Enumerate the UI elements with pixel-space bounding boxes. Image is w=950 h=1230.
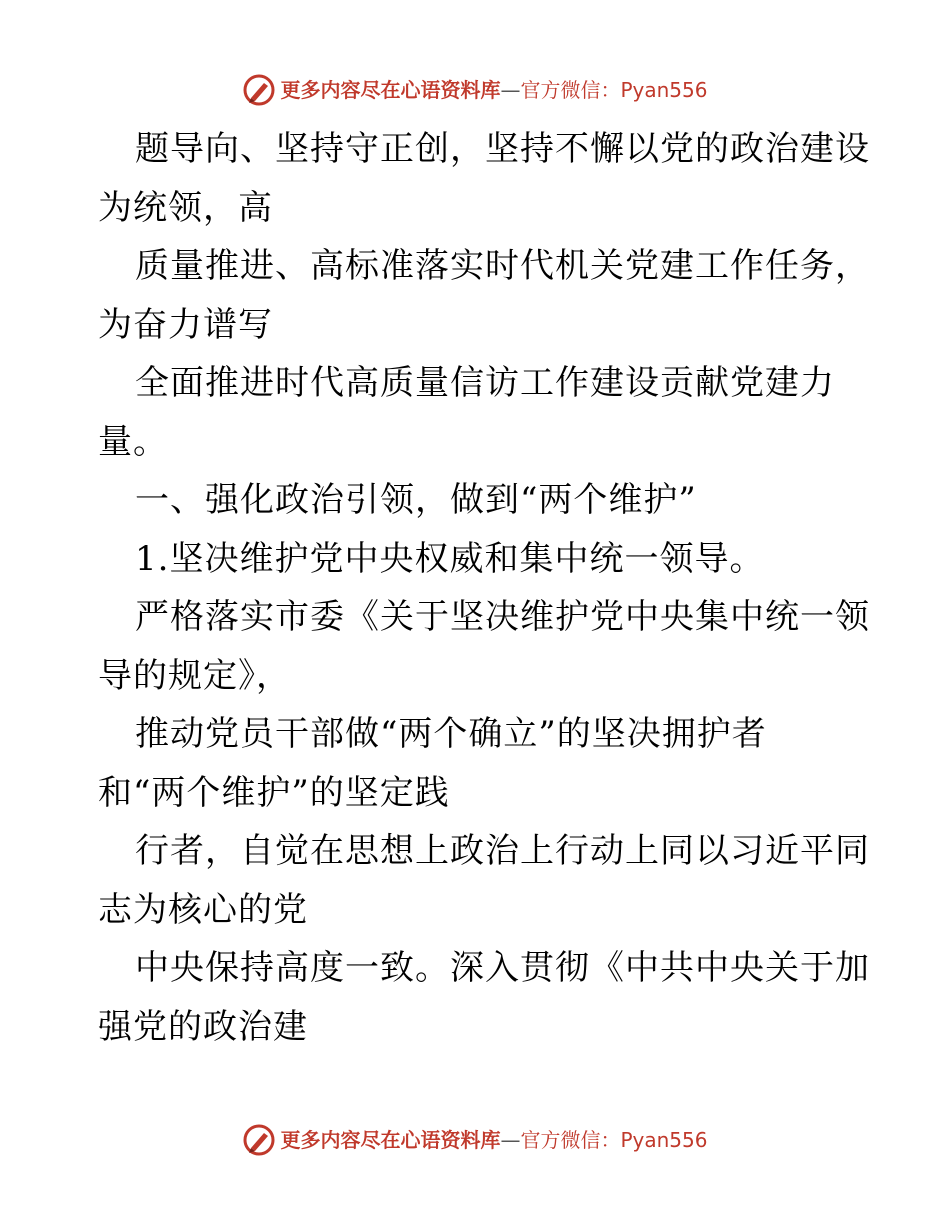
header-wechat-text: 官方微信：Pyan556 [520, 78, 708, 102]
header-watermark [0, 70, 950, 110]
text-line: 和“两个维护”的坚定践 [98, 772, 450, 813]
text-line: 行者，自觉在思想上政治上行动上同以习近平同 [135, 831, 870, 871]
text-line: 中央保持高度一致。深入贯彻《中共中央关于加 [135, 948, 870, 988]
text-line: 为统领，高 [98, 187, 273, 228]
text-line: 严格落实市委《关于坚决维护党中央集中统一领 [135, 597, 870, 637]
footer-wechat-text: 官方微信：Pyan556 [520, 1128, 708, 1152]
text-line: 题导向、坚持守正创，坚持不懈以党的政治建设 [135, 129, 870, 169]
section-heading: 一、强化政治引领，做到“两个维护” [135, 480, 697, 520]
text-line: 为奋力谱写 [98, 304, 273, 345]
text-line: 推动党员干部做“两个确立”的坚决拥护者 [135, 714, 767, 754]
text-line: 导的规定》， [98, 655, 291, 696]
text-line: 强党的政治建 [98, 1006, 308, 1047]
pen-logo-icon [242, 1123, 276, 1157]
subsection-heading: 1.坚决维护党中央权威和集中统一领导。 [135, 538, 765, 579]
text-line: 志为核心的党 [98, 889, 308, 930]
document-body [98, 120, 870, 1056]
text-line: 全面推进时代高质量信访工作建设贡献党建力 [135, 363, 835, 403]
pen-logo-icon [242, 73, 276, 107]
text-line: 质量推进、高标准落实时代机关党建工作任务， [135, 246, 870, 286]
footer-separator: — [500, 1128, 521, 1152]
header-library-text: 更多内容尽在心语资料库 [280, 78, 501, 102]
text-line: 量。 [98, 421, 168, 462]
footer-library-text: 更多内容尽在心语资料库 [280, 1128, 501, 1152]
footer-watermark [0, 1120, 950, 1160]
header-separator: — [500, 78, 521, 102]
